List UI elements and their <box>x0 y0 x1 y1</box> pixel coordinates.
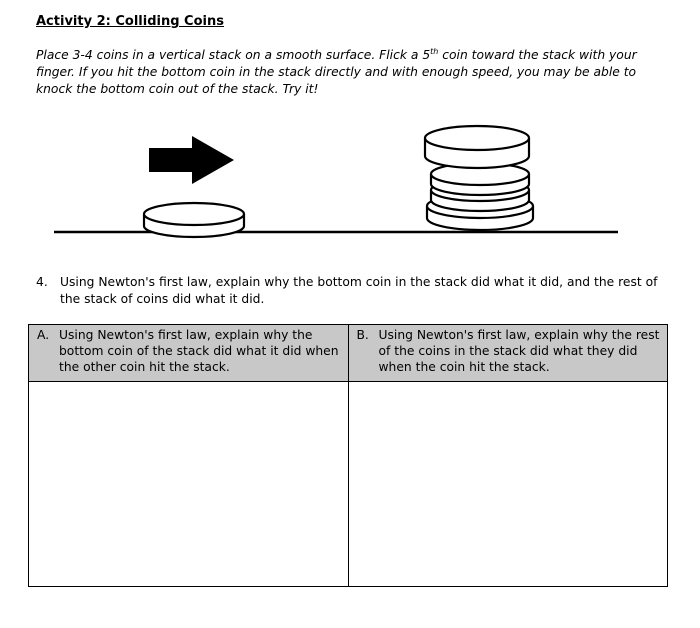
instructions-text-part2: coin toward the stack with your finger. If you hit the bottom coin in the stack directly and with enough speed, you may be able to knock the bottom coin out of the stack. Try it! <box>36 48 637 96</box>
coin-icon <box>144 203 244 237</box>
column-b-letter: B. <box>356 328 369 342</box>
answer-area-b[interactable] <box>348 382 668 587</box>
question-4 <box>36 274 676 308</box>
coin-collision-illustration <box>0 0 700 260</box>
answer-table <box>28 324 668 587</box>
column-b-prompt: Using Newton's first law, explain why the rest of the coins in the stack did what they did when the coin hit the stack. <box>378 328 660 374</box>
activity-title: Activity 2: Colliding Coins <box>36 14 224 29</box>
coin-stack-icon <box>425 126 533 230</box>
instructions-superscript: th <box>430 46 439 56</box>
column-a-prompt: Using Newton's first law, explain why the bottom coin of the stack did what it did when the other coin hit the stack. <box>59 328 339 374</box>
column-a-header <box>29 325 349 382</box>
instructions-text-part1: Place 3-4 coins in a vertical stack on a smooth surface. Flick a 5 <box>36 48 431 62</box>
column-b-header <box>348 325 668 382</box>
question-number: 4. <box>36 275 48 289</box>
answer-area-a[interactable] <box>29 382 349 587</box>
column-a-letter: A. <box>37 328 50 342</box>
right-arrow-icon <box>149 136 234 184</box>
question-text: Using Newton's first law, explain why the bottom coin in the stack did what it did, and the rest of the stack of coins did what it did. <box>60 275 658 306</box>
